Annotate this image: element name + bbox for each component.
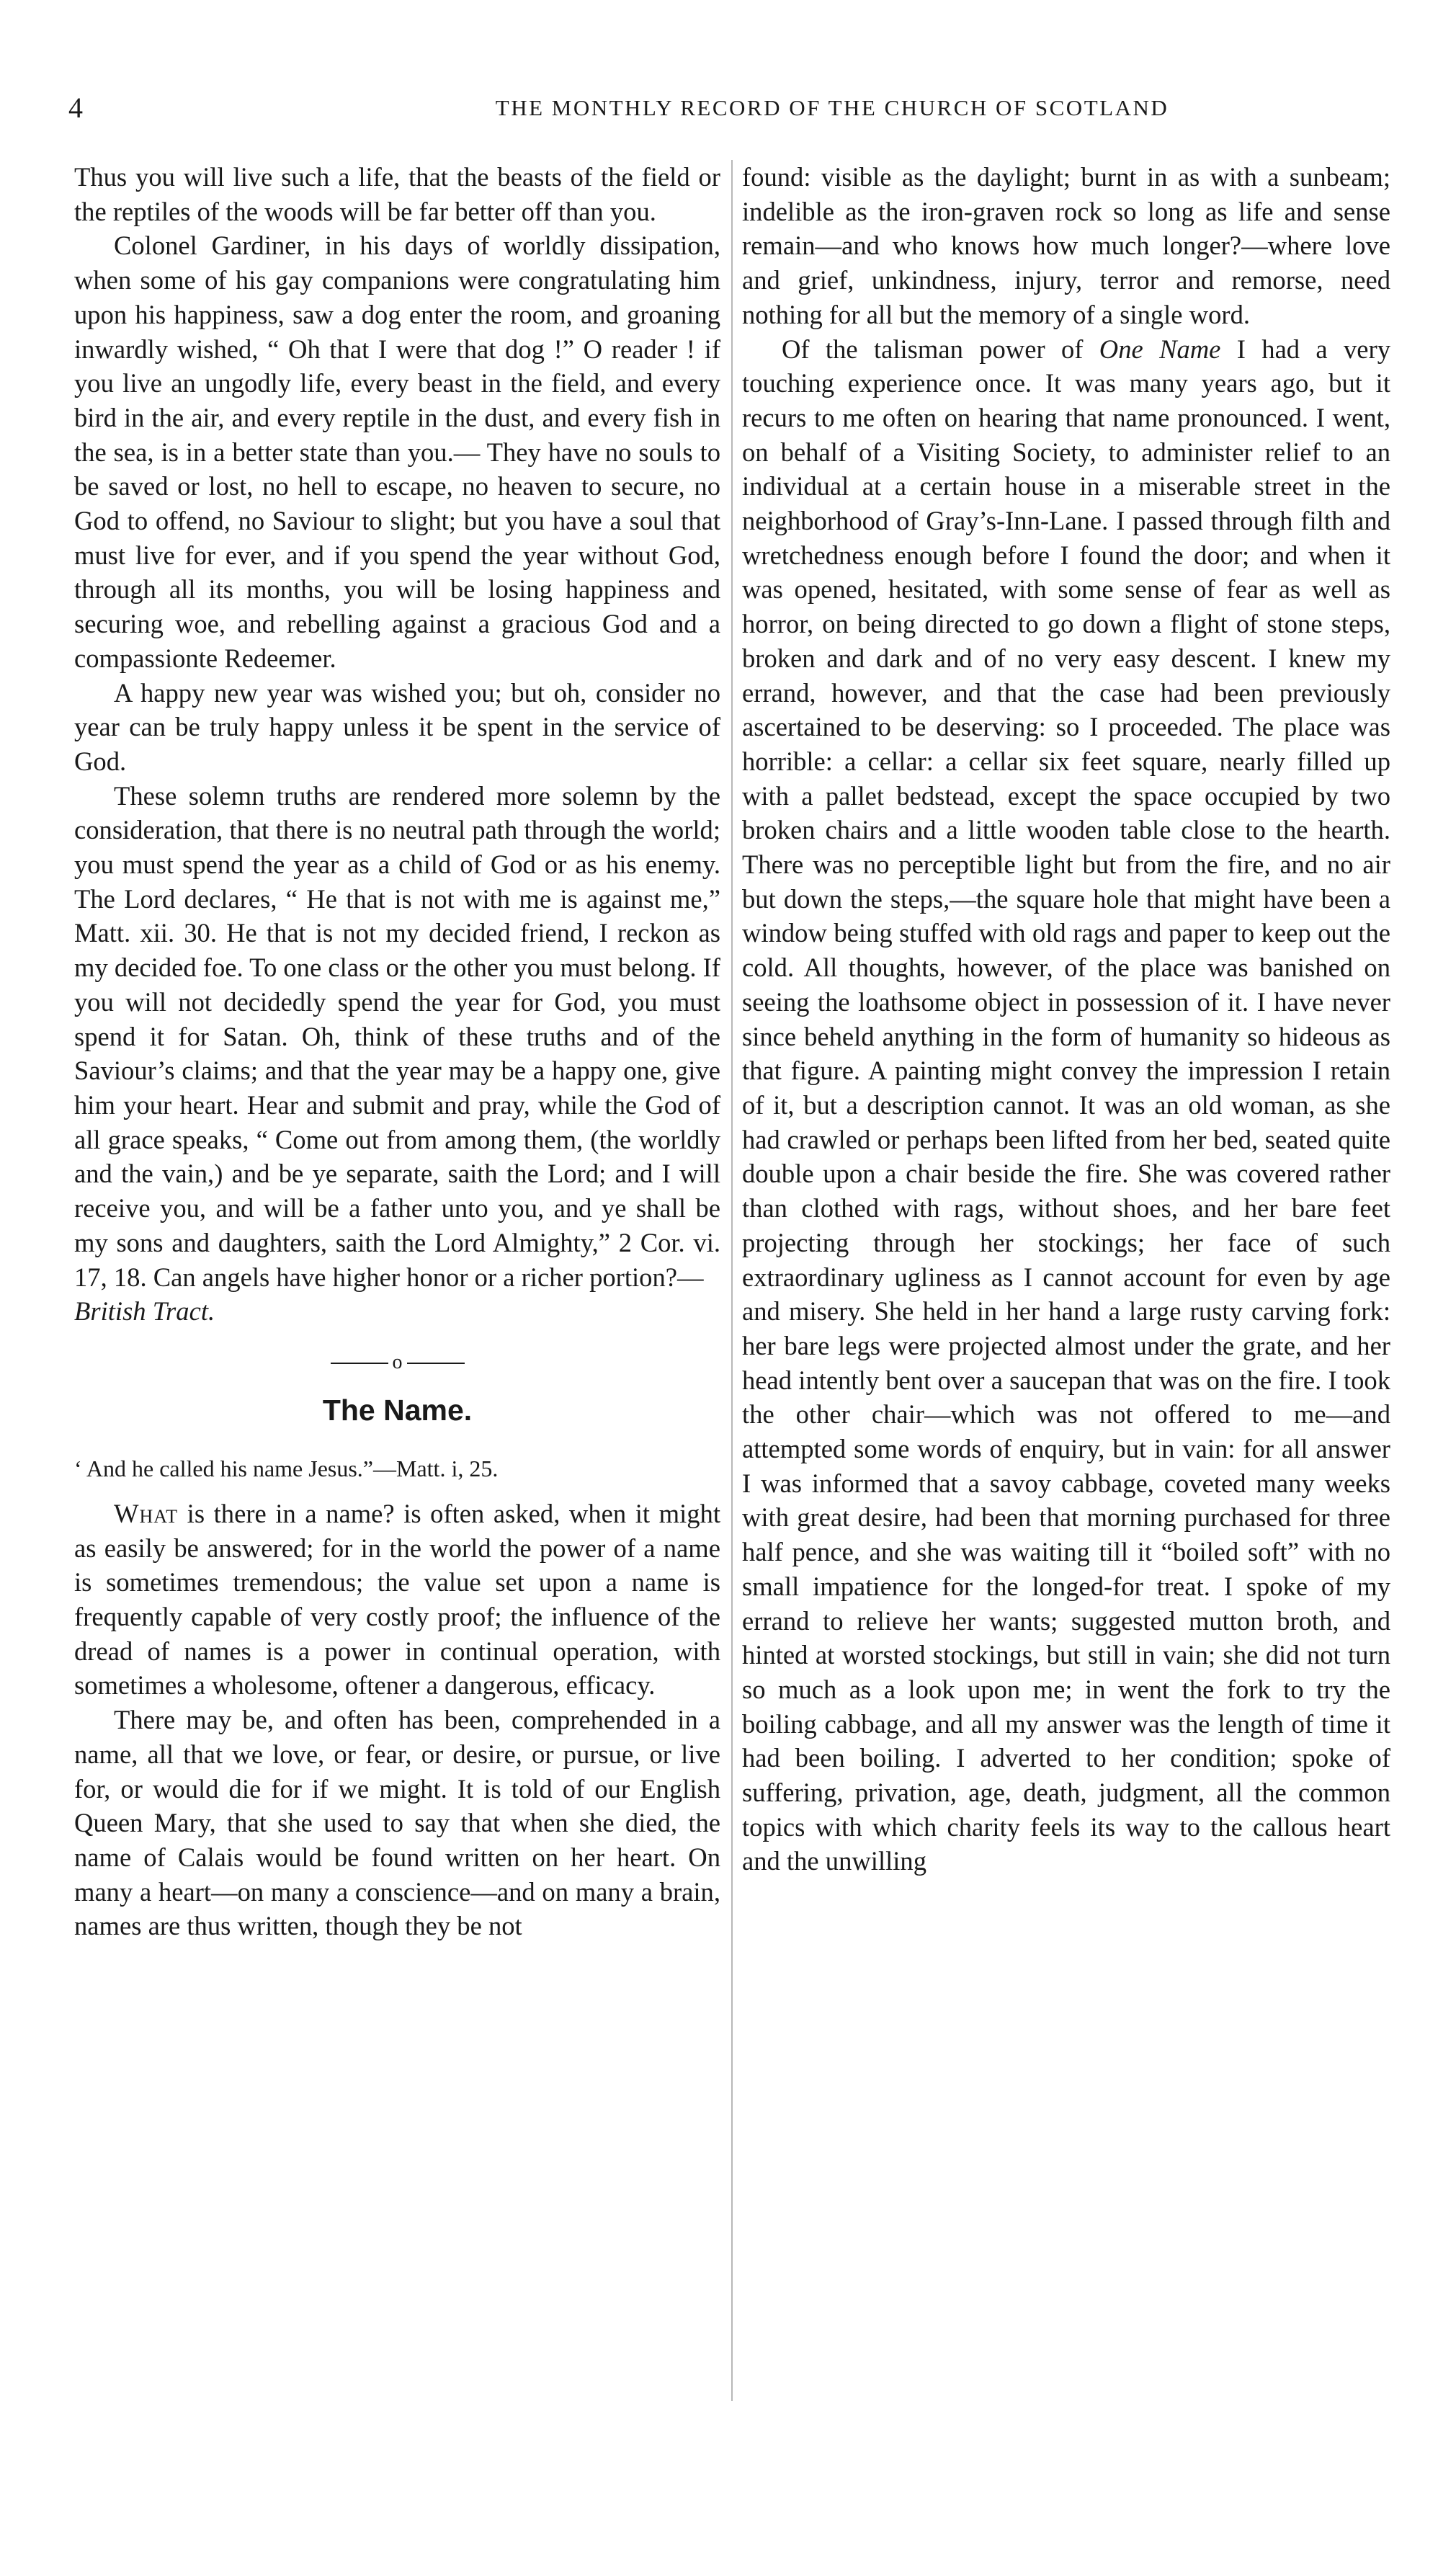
left-paragraph-2: Colonel Gardiner, in his days of worldly dissipation, when some of his gay companions were congratulating him upon his happiness, saw a dog enter the room, and groaning inwardly wished, “ Oh that I were that dog !” O reader ! if you live an ungodly life, every beast in the field, and every bird in the air, and every reptile in the dust, and every fish in the sea, is in a better state than you.— They have no souls to be saved or lost, no hell to escape, no heaven to secure, no God to offend, no Saviour to slight; but you have a soul that must live for ever, and if you spend the year without God, through all its months, you will be losing happiness and securing woe, and rebelling against a gracious God and a compassionte Redeemer. <box>74 231 720 673</box>
section-separator <box>74 1349 720 1376</box>
page-number: 4 <box>68 92 83 124</box>
running-head <box>68 90 1416 126</box>
separator-dash-left <box>331 1363 388 1364</box>
right-paragraph-2-rest: I had a very touching experience once. It was many years ago, but it recurs to me often on hearing that name pronounced. I went, on behalf of a Visiting Society, to administer relief to an individual at a certain house in a miserable street in the neighborhood of Gray’s-Inn-Lane. I passed through filth and wretchedness enough before I found the door; and when it was opened, hesitated, with some sense of fear as well as horror, on being directed to go down a flight of stone steps, broken and dark and of no very easy descent. I knew my errand, however, and that the case had been previously ascertained to be deserving: so I proceeded. The place was horrible: a cellar: a cellar six feet square, nearly filled up with a pallet bedstead, except the space occupied by two broken chairs and a little wooden table close to the hearth. There was no perceptible light but from the fire, and no air but down the steps,—the square hole that might have been a window being stuffed with old rags and paper to keep out the cold. All thoughts, however, of the place was banished on seeing the loathsome object in possession of it. I have never since beheld anything in the form of humanity so hideous as that figure. A painting might convey the impression I retain of it, but a description cannot. It was an old woman, as she had crawled or perhaps been lifted from her bed, seated quite double upon a chair beside the fire. She was covered rather than clothed with rags, without shoes, and her bare feet projecting through her stockings; her face of such extraordinary ugliness as I cannot account for even by age and misery. She held in her hand a large rusty carving fork: her bare legs were projected almost under the grate, and her head intently bent over a saucepan that was on the fire. I took the other chair—which was not offered to me—and attempted some words of enquiry, but in vain: for all answer I was informed that a savoy cabbage, coveted many weeks with great desire, had been that morning purchased for three half pence, and she was waiting till it “boiled soft” with no small impatience for the longed-for treat. I spoke of my errand to relieve her wants; suggested mutton broth, and hinted at worsted stockings, but still in vain; she did not turn so much as a look upon me; in went the fork to try the boiling cabbage, and all my answer was the length of time it had been boiling. I adverted to her condition; spoke of suffering, privation, age, death, judgment, all the common topics with which charity feels its way to the callous heart and the unwilling <box>742 334 1390 1876</box>
right-paragraph-2-start: Of the talisman power of <box>782 334 1099 364</box>
section-title: The Name. <box>322 1393 473 1427</box>
left-paragraph-4: These solemn truths are rendered more solemn by the consideration, that there is no neutral path through the world; you must spend the year as a child of God or as his enemy. The Lord declares, “ He that is not with me is against me,” Matt. xii. 30. He that is not my decided friend, I reckon as my decided foe. To one class or the other you must belong. If you will not decidedly spend the year for God, you must spend it for Satan. Oh, think of these truths and of the Saviour’s claims; and that the year may be a happy one, give him your heart. Hear and submit and pray, while the God of all grace speaks, “ Come out from among them, (the worldly and the vain,) and be ye separate, saith the Lord; and I will receive you, and will be a father unto you, and ye shall be my sons and daughters, saith the Lord Almighty,” 2 Cor. vi. 17, 18. Can angels have higher honor or a richer portion?— <box>74 780 720 1292</box>
signature-british-tract: British Tract. <box>74 1296 215 1327</box>
one-name-emphasis: One Name <box>1099 334 1221 364</box>
right-paragraph-1: found: visible as the daylight; burnt in as with a sunbeam; indelible as the iron-graven rock so long as life and sense remain—and who knows how much longer?—where love and grief, unkindness, injury, terror and remorse, need nothing for all but the memory of a single word. <box>742 162 1390 329</box>
right-paragraph-2 <box>742 332 1390 1879</box>
left-paragraph-6: There may be, and often has been, comprehended in a name, all that we love, or fear, or desire, or pursue, or live for, or would die for if we might. It is told of our English Queen Mary, that she used to say that when she died, the name of Calais would be found written on her heart. On many a heart—on many a conscience—and on many a brain, names are thus written, though they be not <box>74 1705 720 1941</box>
separator-mark: o <box>392 1350 403 1373</box>
left-paragraph-5 <box>74 1497 720 1703</box>
separator-dash-right <box>407 1363 465 1364</box>
left-column <box>74 160 720 1943</box>
epigraph: ‘ And he called his name Jesus.”—Matt. i, 25. <box>74 1455 499 1481</box>
left-paragraph-3: A happy new year was wished you; but oh, consider no year can be truly happy unless it be spent in the service of God. <box>74 677 720 776</box>
journal-title: THE MONTHLY RECORD OF THE CHURCH OF SCOTLAND <box>495 95 1169 120</box>
right-column <box>742 160 1390 1878</box>
left-paragraph-5-text: is there in a name? is often asked, when it might as easily be answered; for in the world the power of a name is sometimes tremendous; the value set upon a name is frequently capable of very costly proof; the influence of the dread of names is a power in continual operation, with sometimes a wholesome, oftener a dangerous, efficacy. <box>74 1498 720 1701</box>
column-divider <box>731 160 733 2401</box>
lead-word: What <box>114 1498 179 1528</box>
left-paragraph-1: Thus you will live such a life, that the beasts of the field or the reptiles of the woods will be far better off than you. <box>74 162 720 226</box>
